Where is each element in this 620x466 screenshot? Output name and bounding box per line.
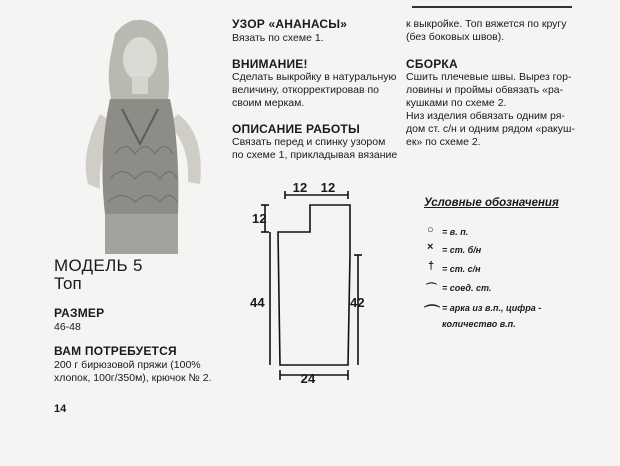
assembly-line-5: дом ст. с/н и одним рядом «ракуш- — [406, 123, 575, 135]
legend-item-3: = ст. с/н — [442, 264, 481, 274]
dim-top-right: 12 — [320, 180, 336, 195]
description-line-2: по схеме 1, прикладывая вязание — [232, 149, 398, 161]
page-number: 14 — [54, 403, 67, 415]
assembly-line-6: ек» по схеме 2. — [406, 136, 481, 148]
assembly-line-1: Сшить плечевые швы. Вырез гор- — [406, 71, 572, 83]
dim-bottom: 24 — [300, 371, 316, 386]
assembly-line-4: Низ изделия обвязать одним ря- — [406, 110, 565, 122]
attention-heading: ВНИМАНИЕ! — [232, 57, 308, 71]
single-crochet-icon: × — [427, 241, 434, 253]
size-value: 46-48 — [54, 321, 81, 333]
assembly-line-3: кушками по схеме 2. — [406, 97, 507, 109]
description-heading: ОПИСАНИЕ РАБОТЫ — [232, 122, 360, 136]
materials-heading: ВАМ ПОТРЕБУЕТСЯ — [54, 344, 177, 358]
continuation-line-1: к выкройке. Топ вяжется по кругу — [406, 18, 567, 30]
double-crochet-icon: † — [428, 260, 435, 272]
chain-arch-icon: ⌒ — [424, 305, 441, 322]
legend-item-5-cont: количество в.п. — [442, 319, 516, 329]
pattern-text: Вязать по схеме 1. — [232, 32, 324, 44]
assembly-line-2: ловины и проймы обвязать «ра- — [406, 84, 564, 96]
dim-right: 42 — [350, 295, 365, 310]
slip-stitch-icon: ⌒ — [426, 283, 437, 295]
size-heading: РАЗМЕР — [54, 306, 105, 320]
dim-left-upper: 12 — [252, 211, 267, 226]
continuation-line-2: (без боковых швов). — [406, 31, 505, 43]
attention-line-2: величину, откорректировав по — [232, 84, 379, 96]
legend-item-1: = в. п. — [442, 227, 469, 237]
materials-line-1: 200 г бирюзовой пряжи (100% — [54, 359, 201, 371]
pattern-heading: УЗОР «АНАНАСЫ» — [232, 17, 348, 31]
top-rule — [412, 6, 572, 8]
legend-item-5: = арка из в.п., цифра - — [442, 303, 542, 313]
model-title: МОДЕЛЬ 5 — [54, 256, 143, 275]
legend-item-2: = ст. б/н — [442, 245, 482, 255]
model-subtitle: Топ — [54, 274, 82, 293]
chain-stitch-icon: ○ — [427, 224, 434, 236]
attention-line-3: своим меркам. — [232, 97, 305, 109]
dim-top-left: 12 — [292, 180, 308, 195]
garment-schematic — [240, 170, 390, 395]
legend-item-4: = соед. ст. — [442, 283, 492, 293]
legend-title: Условные обозначения — [424, 197, 559, 209]
description-line-1: Связать перед и спинку узором — [232, 136, 386, 148]
attention-line-1: Сделать выкройку в натуральную — [232, 71, 397, 83]
model-photo — [60, 14, 225, 254]
assembly-heading: СБОРКА — [406, 57, 458, 71]
materials-line-2: хлопок, 100г/350м), крючок № 2. — [54, 372, 212, 384]
dim-left: 44 — [250, 295, 265, 310]
